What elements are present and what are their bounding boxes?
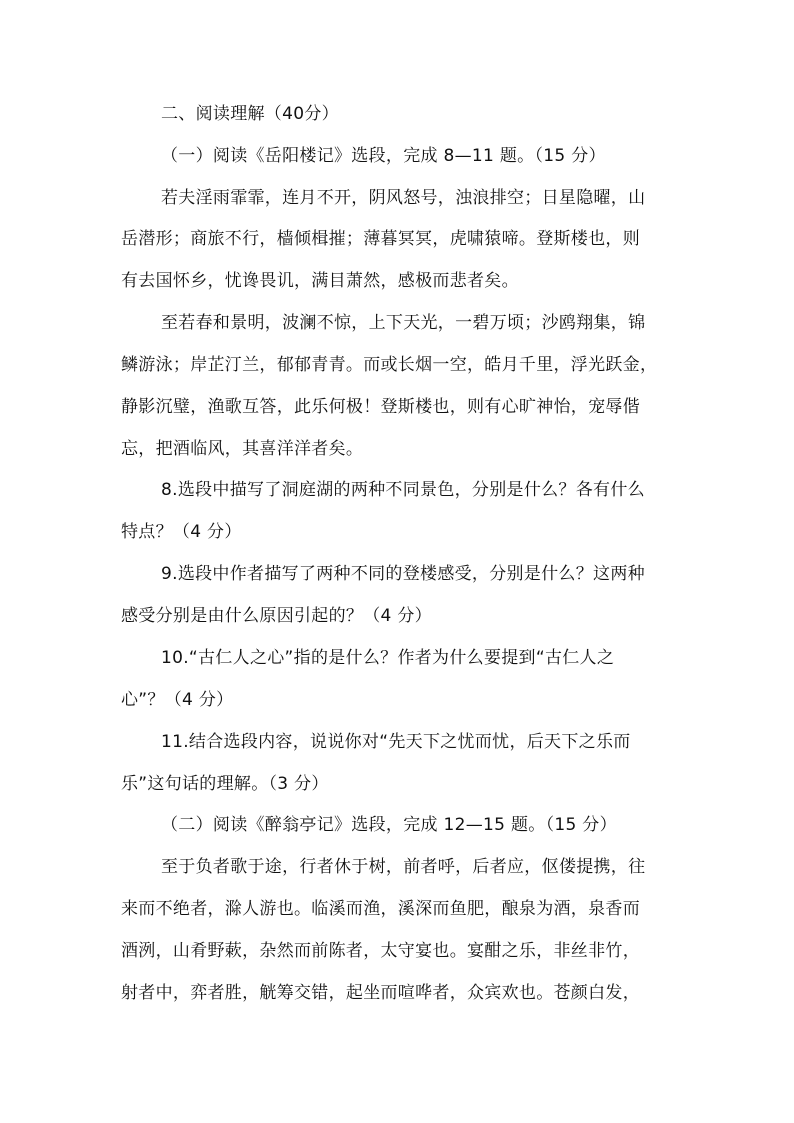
part1-passage-line: 至若春和景明，波澜不惊，上下天光，一碧万顷；沙鸥翔集，锦 — [161, 313, 646, 333]
question-9-line2: 感受分别是由什么原因引起的？（4 分） — [121, 606, 432, 626]
part1-passage-line: 忘，把酒临风，其喜洋洋者矣。 — [121, 439, 364, 459]
part2-heading: （二）阅读《醉翁亭记》选段，完成 12—15 题。（15 分） — [161, 815, 617, 835]
question-9-line1: 9.选段中作者描写了两种不同的登楼感受，分别是什么？这两种 — [161, 564, 645, 584]
part1-passage-line: 若夫淫雨霏霏，连月不开，阴风怒号，浊浪排空；日星隐曜，山 — [161, 188, 646, 208]
question-11-line1: 11.结合选段内容，说说你对“先天下之忧而忧，后天下之乐而 — [161, 732, 631, 752]
part2-passage-line: 来而不绝者，滁人游也。临溪而渔，溪深而鱼肥，酿泉为酒，泉香而 — [121, 899, 640, 919]
part1-passage-line: 鳞游泳；岸芷汀兰，郁郁青青。而或长烟一空，皓月千里，浮光跃金， — [121, 355, 658, 375]
question-8-line1: 8.选段中描写了洞庭湖的两种不同景色，分别是什么？各有什么 — [161, 480, 645, 500]
section-heading: 二、阅读理解（40分） — [161, 104, 339, 124]
part1-passage-line: 岳潜形；商旅不行，樯倾楫摧；薄暮冥冥，虎啸猿啼。登斯楼也，则 — [121, 229, 640, 249]
question-10-line1: 10.“古仁人之心”指的是什么？作者为什么要提到“古仁人之 — [161, 648, 615, 668]
question-8-line2: 特点？（4 分） — [121, 522, 242, 542]
part1-passage-line: 有去国怀乡，忧谗畏讥，满目萧然，感极而悲者矣。 — [121, 271, 519, 291]
part1-passage-line: 静影沉璧，渔歌互答，此乐何极！登斯楼也，则有心旷神怡，宠辱偕 — [121, 397, 640, 417]
question-10-line2: 心”？（4 分） — [121, 690, 234, 710]
part1-heading: （一）阅读《岳阳楼记》选段，完成 8—11 题。（15 分） — [161, 146, 606, 166]
part2-passage-line: 射者中，弈者胜，觥筹交错，起坐而喧哗者，众宾欢也。苍颜白发， — [121, 983, 640, 1003]
question-11-line2: 乐”这句话的理解。（3 分） — [121, 774, 329, 794]
part2-passage-line: 酒洌，山肴野蔌，杂然而前陈者，太守宴也。宴酣之乐，非丝非竹， — [121, 941, 640, 961]
part2-passage-line: 至于负者歌于途，行者休于树，前者呼，后者应，伛偻提携，往 — [161, 857, 646, 877]
